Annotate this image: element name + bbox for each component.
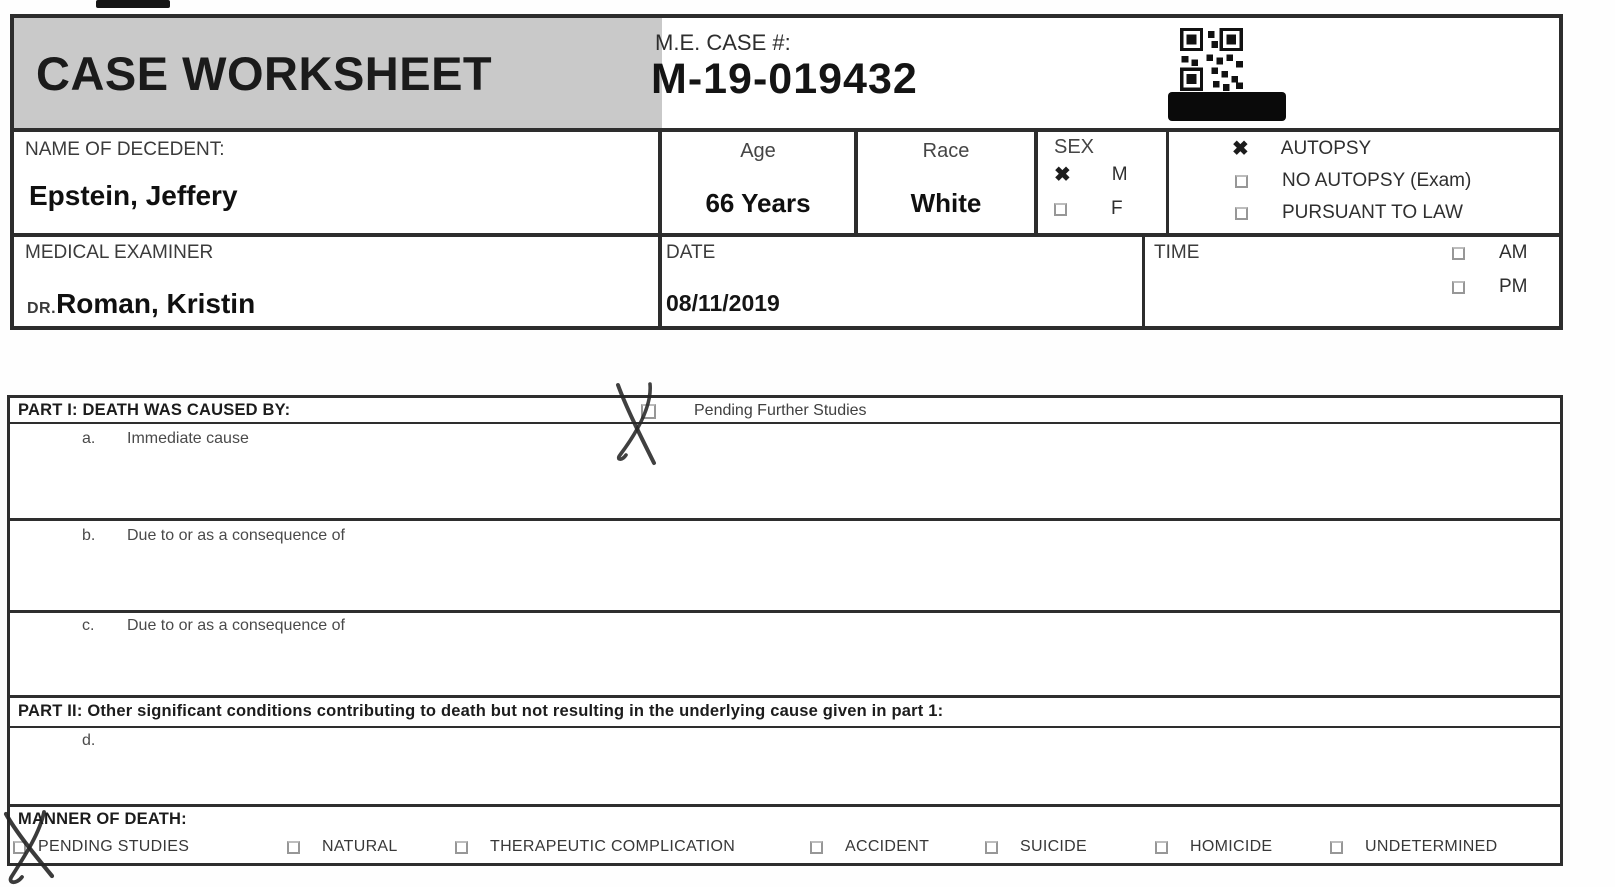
case-number-label: M.E. CASE #: — [655, 30, 791, 55]
manner-option-natural — [287, 838, 398, 856]
part1-header: PART I: DEATH WAS CAUSED BY: — [18, 401, 291, 419]
divider — [1142, 233, 1145, 326]
manner-option-suicide — [985, 838, 1087, 856]
manner-option-label: ACCIDENT — [845, 838, 930, 855]
pending-studies-checkbox — [641, 404, 656, 419]
page-title: CASE WORKSHEET — [36, 46, 493, 100]
qr-code-icon — [1180, 27, 1266, 95]
checked-x-icon: ✖ — [1054, 164, 1071, 186]
divider — [10, 422, 1560, 424]
row-c-label: Due to or as a consequence of — [127, 617, 345, 634]
divider — [1034, 128, 1038, 237]
sex-option-label: M — [1111, 164, 1128, 185]
manner-of-death-header: MANNER OF DEATH: — [18, 810, 187, 828]
manner-option-label: UNDETERMINED — [1365, 838, 1498, 855]
time-option-label: PM — [1499, 276, 1528, 297]
divider — [10, 804, 1560, 807]
scan-artifact — [96, 0, 170, 8]
divider — [658, 233, 662, 326]
redaction-bar — [1168, 92, 1286, 121]
divider — [10, 518, 1560, 521]
checkbox-icon — [1235, 207, 1248, 220]
manner-option-label: NATURAL — [322, 838, 398, 855]
sex-option-label: F — [1111, 198, 1123, 219]
pending-further-studies-label: Pending Further Studies — [694, 402, 867, 419]
row-a-letter: a. — [82, 430, 96, 447]
title-cell — [14, 18, 662, 128]
divider — [10, 695, 1560, 698]
checkbox-icon — [1452, 247, 1465, 260]
row-b-label: Due to or as a consequence of — [127, 527, 345, 544]
autopsy-option — [1235, 202, 1463, 224]
manner-option-label: SUICIDE — [1020, 838, 1087, 855]
sex-option-female — [1054, 198, 1123, 220]
divider — [10, 726, 1560, 728]
checkbox-icon — [1054, 203, 1067, 216]
divider — [1166, 128, 1169, 237]
checkbox-icon — [1235, 175, 1248, 188]
checkbox-icon — [1330, 841, 1343, 854]
divider — [14, 128, 1559, 132]
race-label: Race — [922, 140, 970, 162]
row-a-label: Immediate cause — [127, 430, 249, 447]
case-number-value: M-19-019432 — [651, 55, 918, 103]
manner-option-label: PENDING STUDIES — [38, 838, 190, 855]
time-option-pm — [1452, 276, 1528, 298]
row-b-letter: b. — [82, 527, 96, 544]
autopsy-option-label: AUTOPSY — [1280, 138, 1372, 159]
decedent-value: Epstein, Jeffery — [29, 180, 238, 211]
cause-of-death-table — [7, 395, 1563, 866]
autopsy-option — [1232, 138, 1371, 160]
autopsy-option-label: PURSUANT TO LAW — [1282, 202, 1463, 223]
manner-option-label: HOMICIDE — [1190, 838, 1273, 855]
decedent-label: NAME OF DECEDENT: — [25, 139, 225, 160]
date-label: DATE — [666, 242, 716, 263]
date-value: 08/11/2019 — [666, 290, 780, 316]
manner-option-accident — [810, 838, 929, 856]
examiner-value: Roman, Kristin — [56, 288, 256, 319]
divider — [10, 610, 1560, 613]
autopsy-option-label: NO AUTOPSY (Exam) — [1282, 170, 1472, 191]
checkbox-icon — [985, 841, 998, 854]
age-label: Age — [740, 140, 776, 162]
manner-option-therapeutic-complication — [455, 838, 735, 856]
examiner-value-row — [27, 288, 255, 320]
sex-label: SEX — [1054, 136, 1095, 158]
time-option-label: AM — [1499, 242, 1528, 263]
checkbox-icon — [810, 841, 823, 854]
manner-option-undetermined — [1330, 838, 1498, 856]
manner-option-label: THERAPEUTIC COMPLICATION — [490, 838, 736, 855]
header-table — [10, 14, 1563, 330]
race-value: White — [910, 188, 982, 218]
row-c-letter: c. — [82, 617, 95, 634]
checkbox-icon — [1452, 281, 1465, 294]
manner-option-homicide — [1155, 838, 1272, 856]
checked-x-icon: ✖ — [1232, 138, 1249, 160]
checkbox-icon — [455, 841, 468, 854]
time-option-am — [1452, 242, 1528, 264]
checkbox-icon — [1155, 841, 1168, 854]
examiner-label: MEDICAL EXAMINER — [25, 242, 214, 263]
divider — [14, 233, 1559, 237]
autopsy-option — [1235, 170, 1471, 192]
examiner-prefix: DR. — [27, 300, 57, 317]
checkbox-icon — [13, 841, 26, 854]
time-label: TIME — [1154, 242, 1200, 263]
manner-option-pending-studies — [13, 838, 189, 856]
checkbox-icon — [287, 841, 300, 854]
row-d-letter: d. — [82, 732, 96, 749]
part2-header: PART II: Other significant conditions contributing to death but not resulting in the underlying cause given in part 1: — [18, 702, 944, 720]
sex-option-male — [1054, 164, 1128, 186]
age-value: 66 Years — [705, 188, 811, 218]
